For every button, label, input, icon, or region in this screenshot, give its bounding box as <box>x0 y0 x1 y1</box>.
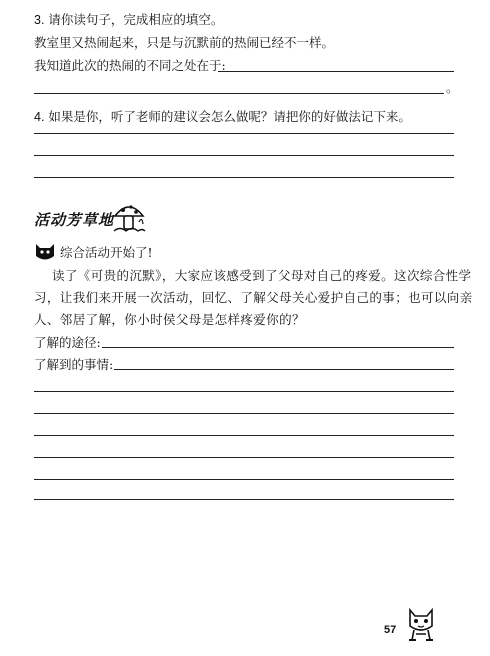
answer-line[interactable] <box>34 457 454 458</box>
section-title: 活动芳草地 <box>34 211 115 229</box>
activity-paragraph-line-3: 人、邻居了解，你小时侯父母是怎样疼爱你的？ <box>34 312 305 327</box>
section-title-banner <box>34 200 144 236</box>
answer-line[interactable] <box>114 369 454 370</box>
page-number: 57 <box>384 624 397 636</box>
question-3-text: 请你读句子，完成相应的填空。 <box>48 12 224 27</box>
answer-line[interactable] <box>34 133 454 134</box>
question-3-prompt <box>34 12 223 28</box>
question-4-prompt <box>34 109 411 125</box>
cat-icon <box>34 240 56 262</box>
answer-line[interactable] <box>34 391 454 392</box>
question-4-text: 如果是你，听了老师的建议会怎么做呢？请把你的好做法记下来。 <box>48 109 411 124</box>
question-3-number: 3. <box>34 13 45 27</box>
activity-paragraph-line-1: 读了《可贵的沉默》，大家应该感受到了父母对自己的疼爱。这次综合性学 <box>52 268 472 283</box>
period-mark: 。 <box>446 80 459 95</box>
answer-line[interactable] <box>34 435 454 436</box>
cartoon-cat-icon <box>404 604 438 644</box>
activity-subtitle: 综合活动开始了! <box>60 245 153 260</box>
question-3-sentence: 教室里又热闹起来，只是与沉默前的热闹已经不一样。 <box>34 35 335 50</box>
mushroom-icon <box>112 200 146 234</box>
answer-line[interactable] <box>102 347 454 348</box>
question-3-fill-label: 我知道此次的热闹的不同之处在于: <box>34 58 226 73</box>
activity-paragraph-line-2: 习，让我们来开展一次活动，回忆、了解父母关心爱护自己的事；也可以向亲 <box>34 290 473 305</box>
answer-line[interactable] <box>34 413 454 414</box>
answer-line[interactable] <box>34 499 454 500</box>
events-label: 了解到的事情: <box>34 357 114 372</box>
answer-line[interactable] <box>34 177 454 178</box>
route-label: 了解的途径: <box>34 335 101 350</box>
answer-line[interactable] <box>218 71 454 72</box>
question-4-number: 4. <box>34 110 45 124</box>
answer-line[interactable] <box>34 155 454 156</box>
answer-line[interactable] <box>34 479 454 480</box>
answer-line[interactable] <box>34 93 444 94</box>
